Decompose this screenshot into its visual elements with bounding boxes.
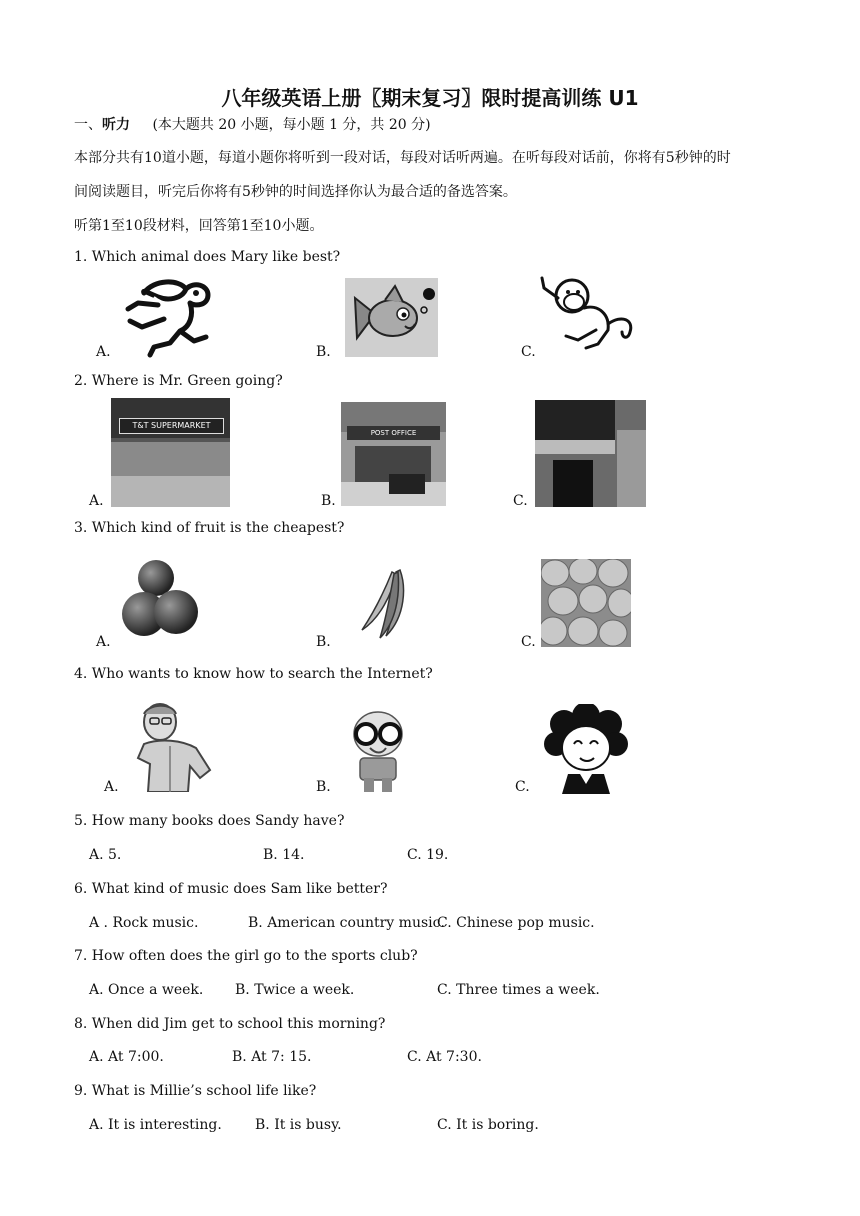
question-5-text: 5. How many books does Sandy have? xyxy=(74,813,345,829)
question-9-option-a[interactable]: A. It is interesting. xyxy=(89,1117,222,1133)
question-3-text: 3. Which kind of fruit is the cheapest? xyxy=(74,520,345,536)
question-9-text: 9. What is Millie’s school life like? xyxy=(74,1083,317,1099)
question-3-option-b[interactable]: B. xyxy=(316,634,331,650)
curly-woman-picture xyxy=(544,704,628,794)
question-7-option-a[interactable]: A. Once a week. xyxy=(89,982,204,998)
question-2-text: 2. Where is Mr. Green going? xyxy=(74,373,283,389)
question-5-option-a[interactable]: A. 5. xyxy=(89,847,122,863)
question-6-option-b[interactable]: B. American country music. xyxy=(248,915,445,931)
question-8-option-a[interactable]: A. At 7:00. xyxy=(89,1049,164,1065)
apples-picture xyxy=(120,558,200,644)
question-1-option-b[interactable]: B. xyxy=(316,344,331,360)
question-9-option-b[interactable]: B. It is busy. xyxy=(255,1117,342,1133)
question-7-option-c[interactable]: C. Three times a week. xyxy=(437,982,600,998)
fish-picture xyxy=(345,278,438,357)
old-man-picture xyxy=(130,700,214,792)
pears-picture xyxy=(541,559,631,647)
question-4-option-a[interactable]: A. xyxy=(104,779,119,795)
section-name: 听力 xyxy=(102,117,130,133)
post-office-picture xyxy=(341,402,446,506)
intro-line-2: 间阅读题目，听完后你将有5秒钟的时间选择你认为最合适的备选答案。 xyxy=(74,184,517,200)
question-8-option-c[interactable]: C. At 7:30. xyxy=(407,1049,482,1065)
question-4-text: 4. Who wants to know how to search the Internet? xyxy=(74,666,433,682)
question-4-option-b[interactable]: B. xyxy=(316,779,331,795)
bananas-picture xyxy=(356,566,416,642)
supermarket-sign: T&T SUPERMARKET xyxy=(119,418,224,434)
frog-picture xyxy=(124,275,224,359)
section-number: 一、 xyxy=(74,117,102,133)
grandpa-glasses-picture xyxy=(336,708,420,792)
question-6-text: 6. What kind of music does Sam like better? xyxy=(74,881,388,897)
question-5-option-c[interactable]: C. 19. xyxy=(407,847,449,863)
question-1-option-c[interactable]: C. xyxy=(521,344,536,360)
bookstore-picture xyxy=(535,400,646,507)
question-3-option-a[interactable]: A. xyxy=(96,634,111,650)
question-9-option-c[interactable]: C. It is boring. xyxy=(437,1117,539,1133)
question-3-option-c[interactable]: C. xyxy=(521,634,536,650)
post-office-sign: POST OFFICE xyxy=(347,426,440,440)
question-2-option-b[interactable]: B. xyxy=(321,493,336,509)
question-4-option-c[interactable]: C. xyxy=(515,779,530,795)
section-heading xyxy=(74,114,431,134)
intro-line-3: 听第1至10段材料，回答第1至10小题。 xyxy=(74,218,324,234)
question-7-text: 7. How often does the girl go to the sports club? xyxy=(74,948,418,964)
question-6-option-c[interactable]: C. Chinese pop music. xyxy=(437,915,595,931)
section-note: (本大题共 20 小题，每小题 1 分，共 20 分) xyxy=(152,117,431,133)
question-2-option-c[interactable]: C. xyxy=(513,493,528,509)
intro-line-1: 本部分共有10道小题，每道小题你将听到一段对话，每段对话听两遍。在听每段对话前，你将有5秒钟的时 xyxy=(74,150,731,166)
monkey-picture xyxy=(538,274,638,358)
question-7-option-b[interactable]: B. Twice a week. xyxy=(235,982,355,998)
question-2-option-a[interactable]: A. xyxy=(89,493,104,509)
supermarket-picture xyxy=(111,398,230,507)
question-5-option-b[interactable]: B. 14. xyxy=(263,847,305,863)
question-1-text: 1. Which animal does Mary like best? xyxy=(74,249,341,265)
question-8-option-b[interactable]: B. At 7: 15. xyxy=(232,1049,312,1065)
question-1-option-a[interactable]: A. xyxy=(96,344,111,360)
page-title: 八年级英语上册〖期末复习〗限时提高训练 U1 xyxy=(221,86,639,110)
question-8-text: 8. When did Jim get to school this morning? xyxy=(74,1016,386,1032)
question-6-option-a[interactable]: A . Rock music. xyxy=(89,915,199,931)
